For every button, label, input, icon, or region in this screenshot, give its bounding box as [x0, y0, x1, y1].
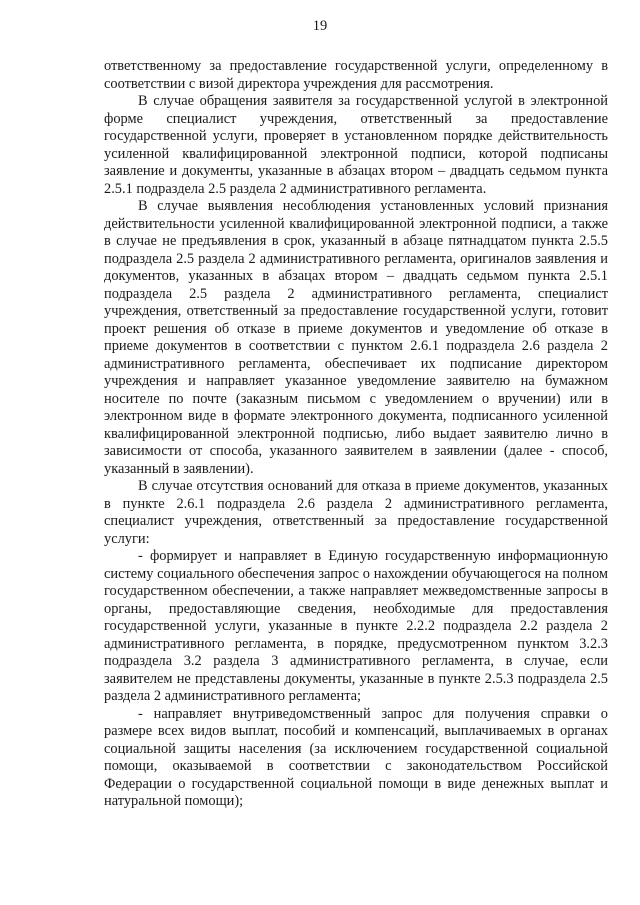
list-item-internal-request: - направляет внутриведомственный запрос для получения справки о размере всех видов выплат, пособий и компенсаций, выплачиваемых в органах социальной защиты населения (за исключением государственной социальной помощи, оказываемой в соответствии с законодательством Российской Федерации о государственной социальной помощи в виде денежных выплат и натуральной помощи); — [104, 705, 608, 809]
list-item-egisso-request: - формирует и направляет в Единую государственную информационную систему социального обеспечения запрос о нахождении обучающегося на полном государственном обеспечении, а также направляет межведомственные запросы в органы, предоставляющие сведения, необходимые для предоставления государственной услуги, указанные в пункте 2.2.2 подраздела 2.2 раздела 2 административного регламента, в порядке, предусмотренном пунктом 3.2.3 подраздела 3.2 раздела 3 административного регламента, в случае, если заявителем не представлены документы, указанные в пункте 2.5.3 подраздела 2.5 раздела 2 административного регламента; — [104, 548, 608, 704]
paragraph-no-grounds-for-refusal: В случае отсутствия оснований для отказа в приеме документов, указанных в пункте 2.6.1 подраздела 2.6 раздела 2 административного регламента, специалист учреждения, ответственный за предоставление государственной услуги: — [104, 478, 608, 547]
paragraph-signature-violation: В случае выявления несоблюдения установленных условий признания действительности усиленной квалифицированной электронной подписи, а также в случае не предъявления в срок, указанный в абзаце пятнадцатом пункта 2.5.5 подраздела 2.5 раздела 2 административного регламента, оригиналов заявления и документов, указанных в абзацах втором – двадцать седьмом пункта 2.5.1 подраздела 2.5 раздела 2 административного регламента, специалист учреждения, ответственный за предоставление государственной услуги, готовит проект решения об отказе в приеме документов и уведомление об отказе в приеме документов в соответствии с пунктом 2.6.1 подраздела 2.6 раздела 2 административного регламента, обеспечивает их подписание директором учреждения и направляет указанное уведомление заявителю на бумажном носителе по почте (заказным письмом с уведомлением о вручении) или в электронном виде в формате электронного документа, подписанного усиленной квалифицированной электронной подписью, либо выдает заявителю лично в зависимости от способа, указанного заявителем в заявлении (далее - способ, указанный в заявлении). — [104, 198, 608, 477]
paragraph-electronic-form: В случае обращения заявителя за государственной услугой в электронной форме специалист учреждения, ответственный за предоставление государственной услуги, проверяет в установленном порядке действительность усиленной квалифицированной электронной подписи, которой подписаны заявление и документы, указанные в абзацах втором – двадцать седьмом пункта 2.5.1 подраздела 2.5 раздела 2 административного регламента. — [104, 93, 608, 197]
document-body — [104, 58, 608, 811]
page-number: 19 — [312, 18, 328, 34]
paragraph-continuation: ответственному за предоставление государственной услуги, определенному в соответствии с визой директора учреждения для рассмотрения. — [104, 58, 608, 92]
